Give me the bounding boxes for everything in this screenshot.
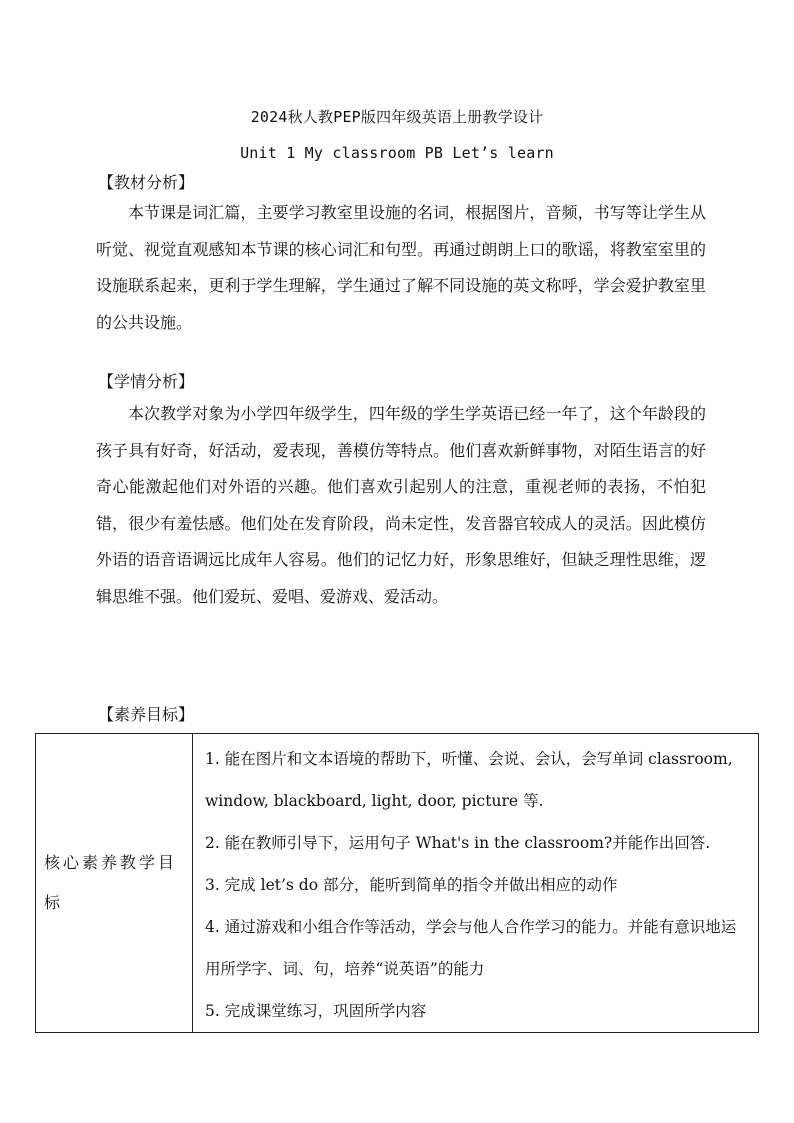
section-heading-textbook-analysis: 【教材分析】 xyxy=(98,173,195,192)
goal-item: 2. 能在教师引导下，运用句子 What's in the classroom?并能作出回答. xyxy=(205,834,711,852)
goals-table xyxy=(35,733,759,1033)
section-body-textbook-analysis xyxy=(96,195,706,341)
section-body-student-analysis xyxy=(96,396,706,616)
document-subtitle: Unit 1 My classroom PB Let’s learn xyxy=(240,144,554,162)
section-heading-competency-goals: 【素养目标】 xyxy=(98,705,195,724)
goal-item: 1. 能在图片和文本语境的帮助下，听懂、会说、会认，会写单词 classroom, window, blackboard, light, door, picture 等. xyxy=(205,750,733,810)
goals-label-cell: 核心素养教学目标 xyxy=(36,734,193,1033)
table-row xyxy=(36,734,759,1033)
document-title: 2024秋人教PEP版四年级英语上册教学设计 xyxy=(250,108,544,126)
goal-item: 4. 通过游戏和小组合作等活动，学会与他人合作学习的能力。并能有意识地运用所学字、词、句，培养“说英语”的能力 xyxy=(205,918,737,978)
paragraph: 本次教学对象为小学四年级学生，四年级的学生学英语已经一年了，这个年龄段的孩子具有好奇，好活动，爱表现，善模仿等特点。他们喜欢新鲜事物，对陌生语言的好奇心能激起他们对外语的兴趣。他们喜欢引起别人的注意，重视老师的表扬，不怕犯错，很少有羞怯感。他们处在发育阶段，尚未定性，发音器官较成人的灵活。因此模仿外语的语音语调远比成年人容易。他们的记忆力好，形象思维好，但缺乏理性思维，逻辑思维不强。他们爱玩、爱唱、爱游戏、爱活动。 xyxy=(96,404,706,606)
goals-list-cell xyxy=(193,734,759,1033)
goal-item: 3. 完成 let’s do 部分，能听到简单的指令并做出相应的动作 xyxy=(205,876,618,894)
section-heading-student-analysis: 【学情分析】 xyxy=(98,372,195,391)
paragraph: 本节课是词汇篇，主要学习教室里设施的名词，根据图片，音频，书写等让学生从听觉、视觉直观感知本节课的核心词汇和句型。再通过朗朗上口的歌谣，将教室室里的设施联系起来，更利于学生理解，学生通过了解不同设施的英文称呼，学会爱护教室里的公共设施。 xyxy=(96,203,706,332)
goal-item: 5. 完成课堂练习，巩固所学内容 xyxy=(205,1002,427,1020)
